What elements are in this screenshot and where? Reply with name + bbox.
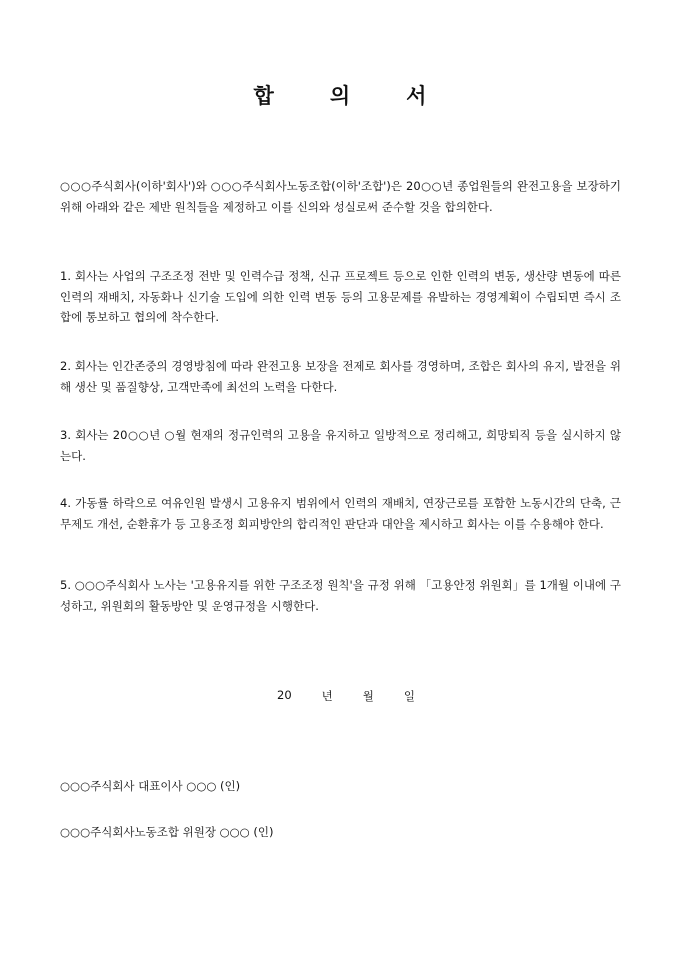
clause-3: 3. 회사는 20○○년 ○월 현재의 정규인력의 고용을 유지하고 일방적으로 정리해고, 희망퇴직 등을 실시하지 않는다. <box>60 428 621 463</box>
title-char: 의 <box>329 84 351 108</box>
date-month-unit: 월 <box>362 689 374 703</box>
date-year: 20 <box>277 688 292 702</box>
date-day-unit: 일 <box>403 689 415 703</box>
intro-paragraph: ○○○주식회사(이하'회사')와 ○○○주식회사노동조합(이하'조합')은 20○○년 종업원들의 완전고용을 보장하기 위해 아래와 같은 제반 원칙들을 제정하고 이를 신의와 성실로써 준수할 것을 합의한다. <box>60 179 621 214</box>
title-char: 서 <box>406 84 427 108</box>
company-signature: ○○○주식회사 대표이사 ○○○ (인) <box>60 779 241 793</box>
clause-1: 1. 회사는 사업의 구조조정 전반 및 인력수급 정책, 신규 프로젝트 등으로 인한 인력의 변동, 생산량 변동에 따른 인력의 재배치, 자동화나 신기술 도입에 의한 인력 변동 등의 고용문제를 유발하는 경영계획이 수립되면 즉시 조합에 통보하고 협의에 착수한다. <box>60 269 621 324</box>
clause-4: 4. 가동률 하락으로 여유인원 발생시 고용유지 범위에서 인력의 재배치, 연장근로를 포함한 노동시간의 단축, 근무제도 개선, 순환휴가 등 고용조정 회피방안의 합리적인 판단과 대안을 제시하고 회사는 이를 수용해야 한다. <box>60 496 621 531</box>
date-line <box>0 688 680 704</box>
union-signature: ○○○주식회사노동조합 위원장 ○○○ (인) <box>60 825 274 839</box>
clause-2: 2. 회사는 인간존중의 경영방침에 따라 완전고용 보장을 전제로 회사를 경영하며, 조합은 회사의 유지, 발전을 위해 생산 및 품질향상, 고객만족에 최선의 노력을 다한다. <box>60 359 621 394</box>
date-year-unit: 년 <box>321 689 333 703</box>
title-char: 합 <box>253 84 274 108</box>
clause-5: 5. ○○○주식회사 노사는 '고용유지를 위한 구조조정 원칙'을 규정 위해 「고용안정 위원회」를 1개월 이내에 구성하고, 위원회의 활동방안 및 운영규정을 시행한다. <box>60 578 621 613</box>
document-title <box>0 80 680 110</box>
